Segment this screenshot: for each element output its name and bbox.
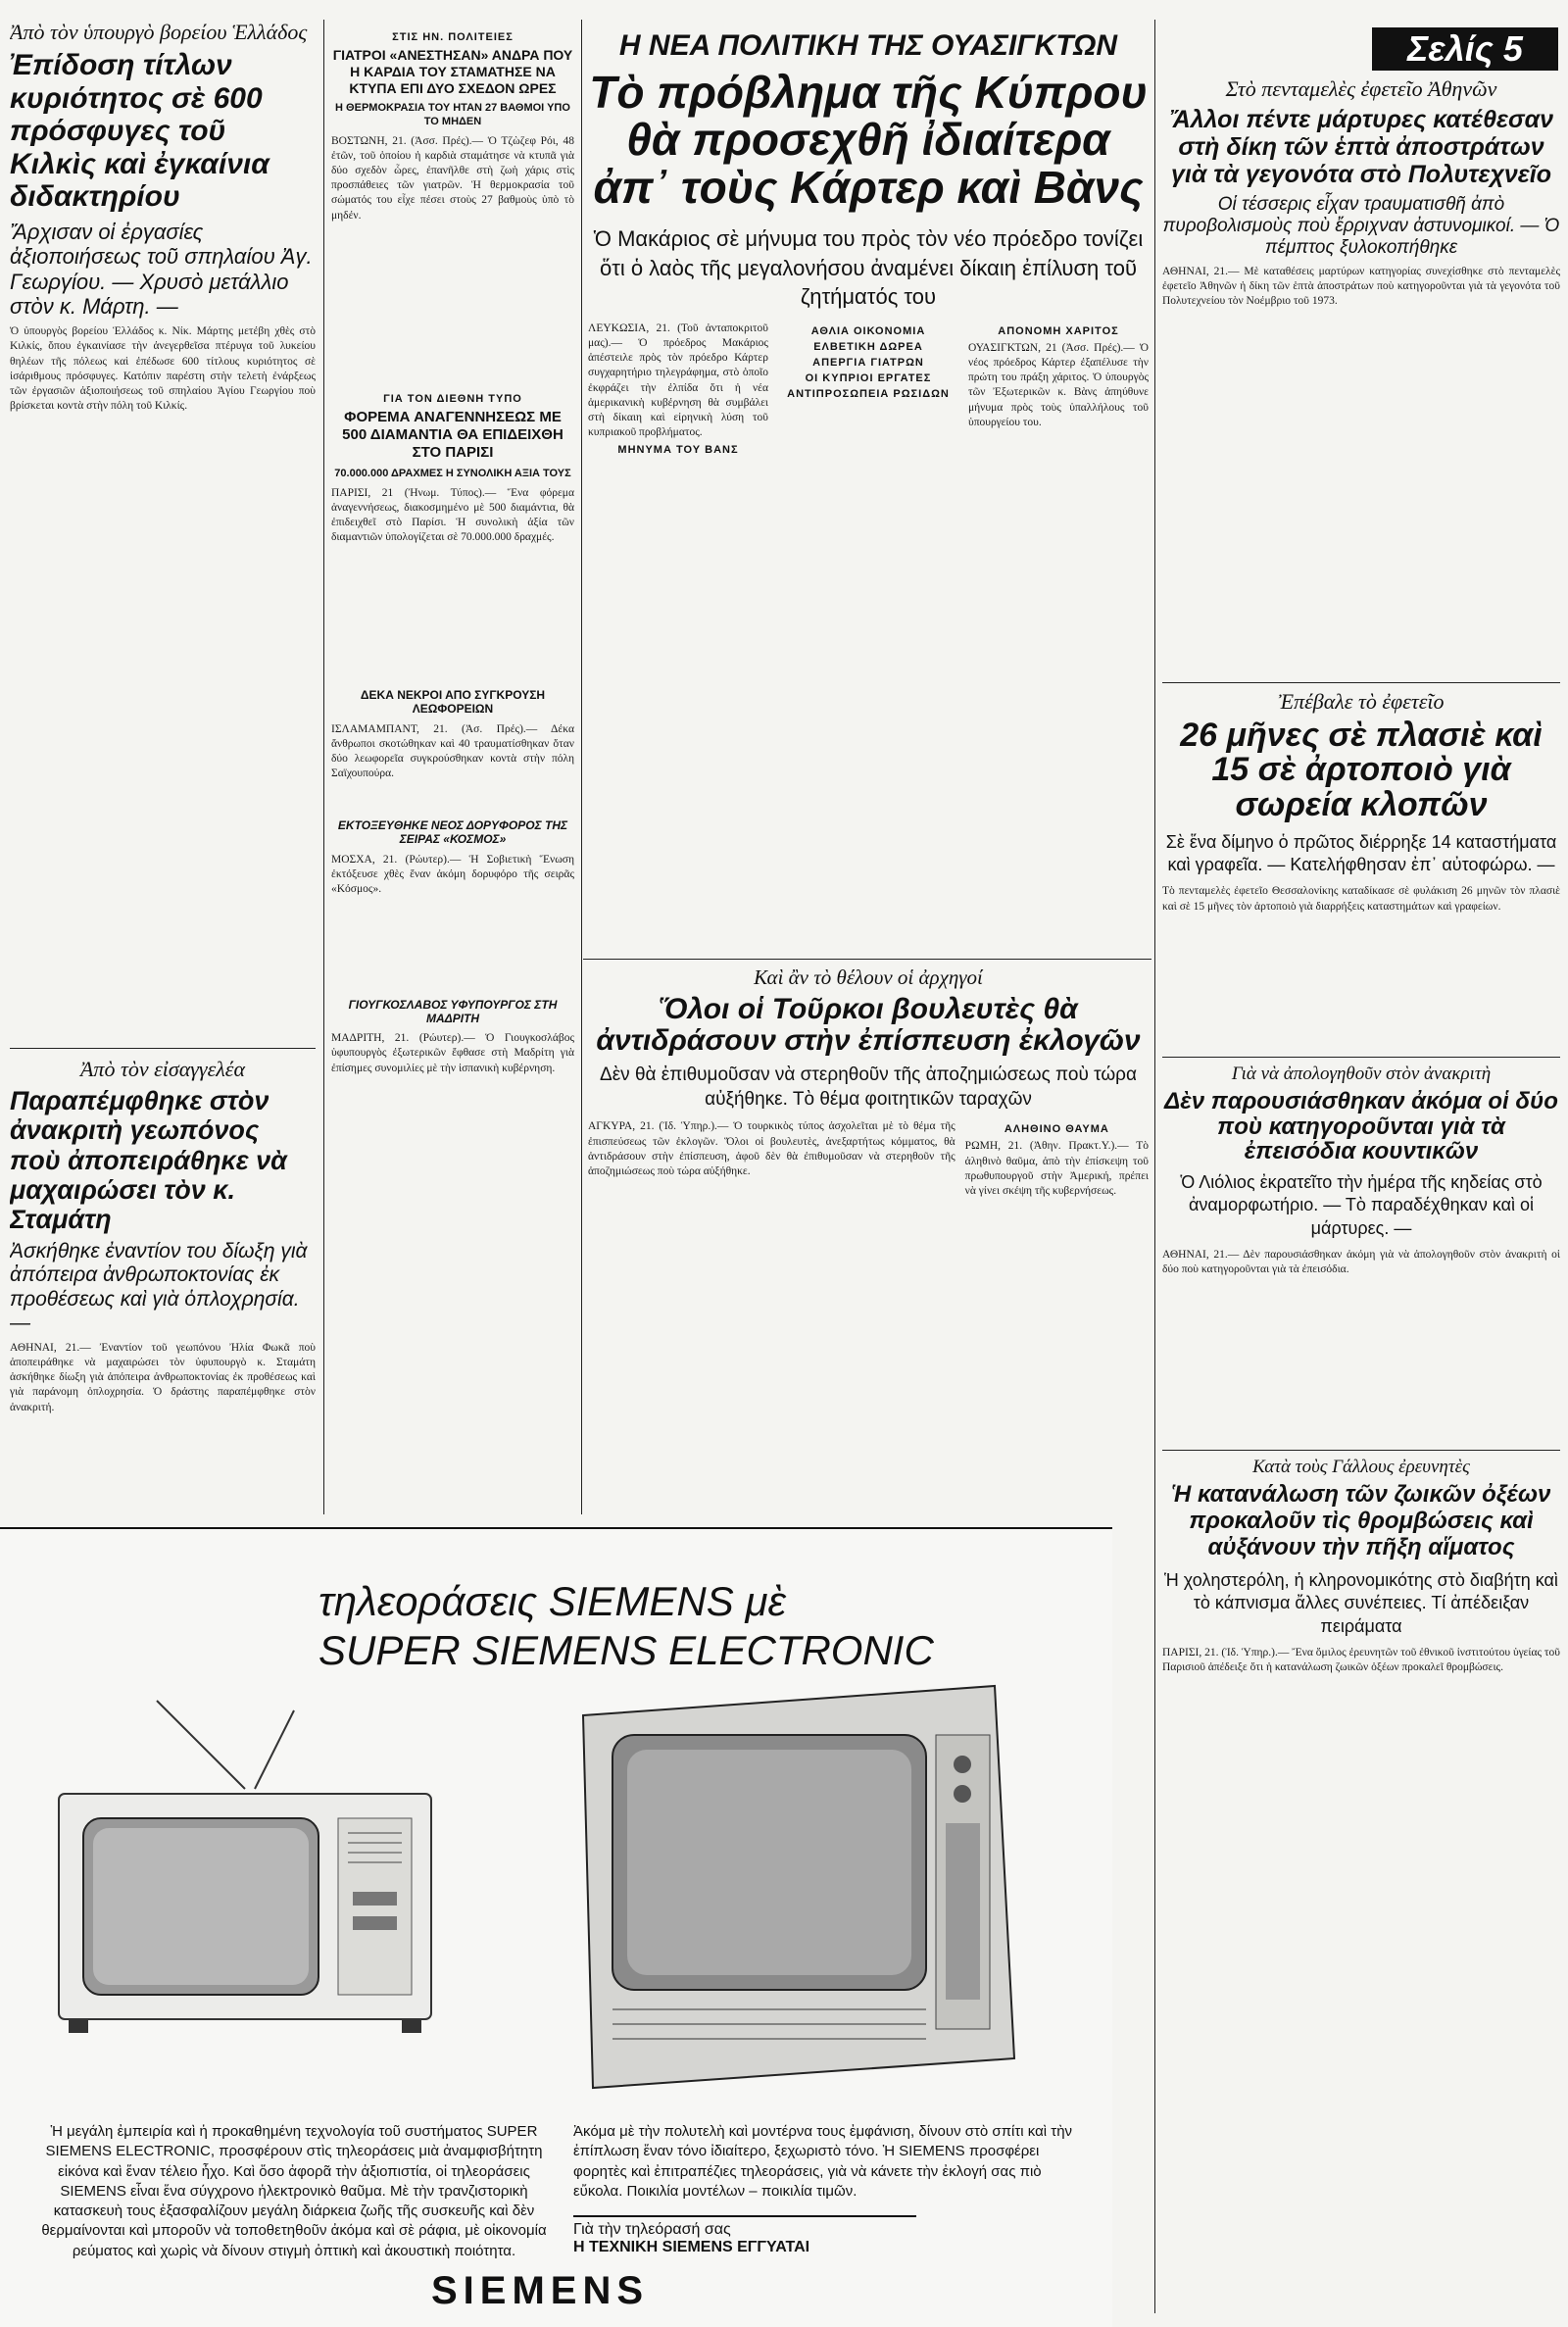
article-kicker: Ἀπὸ τὸν εἰσαγγελέα bbox=[79, 1057, 246, 1082]
article-subhead: Δὲν θὰ ἐπιθυμοῦσαν νὰ στερηθοῦν τῆς ἀποζημιώσεως ποὺ τώρα αὐξήθηκε. Τὸ θέμα φοιτητικῶν ταραχῶν bbox=[600, 1064, 1137, 1110]
article-kicker: Στὸ πενταμελὲς ἐφετεῖο Ἀθηνῶν bbox=[1225, 76, 1497, 101]
article-body: ΡΩΜΗ, 21. (Ἀθην. Πρακτ.Υ.).— Τὸ ἀληθινὸ θαῦμα, ἀπὸ τὴν ἐπίσκεψη τοῦ πρωθυπουργοῦ στὴν Ἀμερική, πρέπει νὰ γίνει σκέψη τῆς κυβερνήσεως. bbox=[964, 1140, 1149, 1197]
brief-body: ΙΣΛΑΜΑΜΠΑΝΤ, 21. (Ἀσ. Πρές).— Δέκα ἄνθρωποι σκοτώθηκαν καὶ 40 τραυματίσθηκαν ὅταν δύο λεωφορεῖα συγκρούσθηκαν κοντὰ στὴν πόλη Σαϊχουπούρα. bbox=[331, 722, 574, 780]
portable-tv-image bbox=[39, 1696, 461, 2049]
page-number-label: Σελίς 5 bbox=[1372, 27, 1558, 71]
article-body: ΑΘΗΝΑΙ, 21.— Δὲν παρουσιάσθηκαν ἀκόμη γιὰ νὰ ἀπολογηθοῦν στὸν ἀνακριτὴ οἱ δύο ποὺ κατηγοροῦνται γιὰ τὰ ἐπεισόδια. bbox=[1162, 1249, 1560, 1276]
section-label: ΕΛΒΕΤΙΚΗ ΔΩΡΕΑ bbox=[813, 340, 923, 353]
section-label: ΟΙ ΚΥΠΡΙΟΙ ΕΡΓΑΤΕΣ bbox=[805, 371, 932, 384]
article-body: ΠΑΡΙΣΙ, 21. (Ἰδ. Ὑπηρ.).— Ἔνα ὅμιλος ἐρευνητῶν τοῦ ἐθνικοῦ ἰνστιτούτου ὑγείας τοῦ Παρισιοῦ ἀπέδειξε ὅτι ἡ κατανάλωση ζωικῶν ὀξέων προκαλεῖ θρομβώσεις. bbox=[1162, 1646, 1560, 1674]
article-headline: Δὲν παρουσιάσθηκαν ἀκόμα οἱ δύο ποὺ κατηγοροῦνται γιὰ τὰ ἐπεισόδια κουντικῶν bbox=[1164, 1088, 1558, 1164]
lead-body: ΛΕΥΚΩΣΙΑ, 21. (Τοῦ ἀνταποκριτοῦ μας).— Ὁ πρόεδρος Μακάριος ἀπέστειλε πρὸς τὸν πρόεδρο Κάρτερ συγχαρητήριο τηλεγράφημα, στὸ ὁποῖο ἐκφράζει τὴν ἐλπίδα ὅτι ἡ νέα ἀμερικανικὴ κυβέρνηση θὰ συμβάλει στὴ δίκαιη καὶ εἰρηνικὴ λύση τοῦ κυπριακοῦ προβλήματος. bbox=[588, 322, 768, 439]
brief-headline: ΔΕΚΑ ΝΕΚΡΟΙ ΑΠΟ ΣΥΓΚΡΟΥΣΗ ΛΕΩΦΟΡΕΙΩΝ bbox=[360, 687, 546, 717]
ad-service-box bbox=[573, 2215, 916, 2256]
brief-body: ΜΟΣΧΑ, 21. (Ρώυτερ).— Ἡ Σοβιετικὴ Ἕνωση ἐκτόξευσε χθὲς ἕναν ἀκόμη δορυφόρο τῆς σειρᾶς «Κόσμος». bbox=[331, 853, 574, 895]
lead-body-col bbox=[588, 322, 768, 460]
article-body: Τὸ πενταμελὲς ἐφετεῖο Θεσσαλονίκης καταδίκασε σὲ φυλάκιση 26 μηνῶν τὸν πλασιὲ καὶ σὲ 15 μῆνες τὸν ἀρτοποιὸ γιὰ διαρρήξεις καταστημάτων καὶ γραφείων. bbox=[1162, 885, 1560, 913]
ad-service-line2: Η ΤΕΧΝΙΚΗ SIEMENS ΕΓΓΥΑΤΑΙ bbox=[573, 2239, 810, 2255]
article-body: ΑΓΚΥΡΑ, 21. (Ἰδ. Ὑπηρ.).— Ὁ τουρκικὸς τύπος ἀσχολεῖται μὲ τὸ θέμα τῆς ἐπισπεύσεως τῶν ἐκλογῶν. Ὅλοι οἱ βουλευτὲς, ἀνεξαρτήτως κόμματος, θὰ ἀντιδράσουν στὴν ἐπίσπευση, ἀφοῦ δὲν θὰ ἐπιθυμοῦσαν νὰ στερηθοῦν τῆς ἀποζημιώσεως ποὺ τώρα αὐξήθηκε. bbox=[588, 1120, 956, 1177]
article-headline: Παραπέμφθηκε στὸν ἀνακριτὴ γεωπόνος ποὺ ἀποπειράθηκε νὰ μαχαιρώσει τὸν κ. Σταμάτη bbox=[10, 1086, 287, 1235]
section-label: ΑΘΛΙΑ ΟΙΚΟΝΟΜΙΑ bbox=[810, 324, 926, 337]
section-rule bbox=[1162, 1450, 1560, 1451]
siemens-logo: SIEMENS bbox=[431, 2269, 650, 2312]
article-subhead: Ἄρχισαν οἱ ἐργασίες ἀξιοποιήσεως τοῦ σπηλαίου Ἀγ. Γεωργίου. — Χρυσὸ μετάλλιο στὸν κ. Μάρτη. — bbox=[10, 219, 313, 319]
lead-body: ΟΥΑΣΙΓΚΤΩΝ, 21 (Ἀσσ. Πρές).— Ὁ νέος πρόεδρος Κάρτερ ἐξαπέλυσε τὴν πρώτη του πράξη χάριτος. Ὁ ὑπουργὸς τῶν Ἐξωτερικῶν κ. Βὰνς ἀπηύθυνε μήνυμα πρὸς τοὺς ὑπαλλήλους τοῦ ὑπουργείου του. bbox=[968, 341, 1149, 428]
article-body-col bbox=[965, 1119, 1149, 1199]
article-kicker: Γιὰ νὰ ἀπολογηθοῦν στὸν ἀνακριτὴ bbox=[1231, 1064, 1492, 1085]
article-kicker: Ἐπέβαλε τὸ ἐφετεῖο bbox=[1278, 688, 1445, 714]
column-rule bbox=[323, 20, 324, 1514]
article-kicker: Κατὰ τοὺς Γάλλους ἐρευνητὲς bbox=[1252, 1457, 1470, 1478]
lead-body-col bbox=[968, 322, 1149, 460]
section-label: ΣΤΙΣ ΗΝ. ΠΟΛΙΤΕΙΕΣ bbox=[392, 31, 514, 43]
article-subhead: Οἱ τέσσερις εἶχαν τραυματισθῆ ἀπὸ πυροβολισμοὺς ποὺ ἔρριχναν ἀστυνομικοί. — Ὁ πέμπτος ξυλοκοπήθηκε bbox=[1162, 194, 1560, 258]
siemens-advertisement bbox=[0, 1527, 1112, 2327]
article-body: ΑΘΗΝΑΙ, 21.— Μὲ καταθέσεις μαρτύρων κατηγορίας συνεχίσθηκε στὸ πενταμελὲς ἐφετεῖο Ἀθηνῶν ἡ δίκη τῶν ἑπτὰ ἀποστράτων ποὺ κατηγοροῦνται γιὰ τὰ γεγονότα τοῦ Πολυτεχνείου τὸν Νοέμβριο τοῦ 1973. bbox=[1162, 265, 1560, 307]
section-label: ΜΗΝΥΜΑ ΤΟΥ ΒΑΝΣ bbox=[617, 444, 739, 457]
section-rule bbox=[583, 959, 1152, 960]
right-column bbox=[1162, 76, 1560, 2321]
article-subhead: Ἡ χοληστερόλη, ἡ κληρονομικότης στὸ διαβήτη καὶ τὸ κάπνισμα ἄλλες συνέπειες. Τί ἀπέδειξαν πειράματα bbox=[1164, 1569, 1558, 1636]
article-kicker: Καὶ ἂν τὸ θέλουν οἱ ἀρχηγοί bbox=[754, 965, 983, 989]
article-body-col bbox=[588, 1119, 956, 1199]
section-label: ΑΠΟΝΟΜΗ ΧΑΡΙΤΟΣ bbox=[998, 324, 1119, 337]
section-rule bbox=[1162, 682, 1560, 683]
section-label: ΑΠΕΡΓΙΑ ΓΙΑΤΡΩΝ bbox=[812, 356, 924, 369]
article-headline: Ἄλλοι πέντε μάρτυρες κατέθεσαν στὴ δίκη τῶν ἑπτὰ ἀποστράτων γιὰ τὰ γεγονότα στὸ Πολυτεχνεῖο bbox=[1169, 106, 1553, 188]
section-rule bbox=[1162, 1057, 1560, 1058]
lead-body-columns bbox=[588, 322, 1149, 460]
section-label: ΑΝΤΙΠΡΟΣΩΠΕΙΑ ΡΩΣΙΔΩΝ bbox=[787, 387, 950, 400]
article-kilkis bbox=[10, 20, 316, 1519]
article-body: ΑΘΗΝΑΙ, 21.— Ἐναντίον τοῦ γεωπόνου Ἠλία Φωκᾶ ποὺ ἀποπειράθηκε νὰ μαχαιρώσει τὸν ὑφυπουργὸ κ. Σταμάτη ἀσκήθηκε δίωξη γιὰ ἀπόπειρα ἀνθρωποκτονίας ἐκ προθέσεως καὶ γιὰ παράνομη ὁπλοχρησία. Ὁ δράστης παραπέμφθηκε στὸν ἀνακριτή. bbox=[10, 1341, 316, 1413]
ad-headline-line1: τηλεοράσεις SIEMENS μὲ bbox=[318, 1578, 786, 1624]
article-headline: Ἡ κατανάλωση τῶν ζωικῶν ὀξέων προκαλοῦν τὶς θρομβώσεις καὶ αὐξάνουν τὴν πῆξη αἵματος bbox=[1171, 1481, 1551, 1560]
ad-headline-line2: SUPER SIEMENS ELECTRONIC bbox=[318, 1627, 934, 1673]
brief-subhead: Η ΘΕΡΜΟΚΡΑΣΙΑ ΤΟΥ ΗΤΑΝ 27 ΒΑΘΜΟΙ ΥΠΟ ΤΟ ΜΗΔΕΝ bbox=[335, 102, 570, 127]
lead-article-cyprus bbox=[588, 29, 1149, 956]
section-label: ΓΙΑ ΤΟΝ ΔΙΕΘΝΗ ΤΥΠΟ bbox=[383, 392, 522, 405]
brief-headline: ΓΙΟΥΓΚΟΣΛΑΒΟΣ ΥΦΥΠΟΥΡΓΟΣ ΣΤΗ ΜΑΔΡΙΤΗ bbox=[348, 997, 558, 1025]
column-rule bbox=[1154, 20, 1155, 2313]
column-rule bbox=[581, 20, 582, 1514]
column-news-briefs bbox=[331, 27, 574, 1517]
article-headline: 26 μῆνες σὲ πλασιὲ καὶ 15 σὲ ἀρτοποιὸ γιὰ σωρεία κλοπῶν bbox=[1180, 716, 1543, 823]
lead-subhead: Ὁ Μακάριος σὲ μήνυμα του πρὸς τὸν νέο πρόεδρο τονίζει ὅτι ὁ λαὸς τῆς μεγαλονήσου ἀναμένει δίκαιη ἐπίλυση τοῦ ζητήματός του bbox=[593, 225, 1144, 310]
lead-body-col bbox=[778, 322, 958, 460]
article-subhead: Σὲ ἕνα δίμηνο ὁ πρῶτος διέρρηξε 14 καταστήματα καὶ γραφεῖα. — Κατελήφθησαν ἐπ᾿ αὐτοφώρω. — bbox=[1165, 831, 1557, 874]
brief-body: ΒΟΣΤΩΝΗ, 21. (Ἀσσ. Πρές).— Ὁ Τζὼζεφ Ρόι, 48 ἐτῶν, τοῦ ὁποίου ἡ καρδιὰ σταμάτησε νὰ κτυπᾶ γιὰ δύο σχεδὸν ὧρες, ἐπανῆλθε στὴ ζωὴ χάρις στὶς προσπάθειες τῶν γιατρῶν. Ἡ θερμοκρασία τοῦ σώματός του εἶχε πέσει στοὺς 27 βαθμοὺς ὑπὸ τὸ μηδέν. bbox=[331, 134, 574, 222]
section-label: ΑΛΗΘΙΝΟ ΘΑΥΜΑ bbox=[1004, 1123, 1109, 1136]
brief-headline: ΓΙΑΤΡΟΙ «ΑΝΕΣΤΗΣΑΝ» ΑΝΔΡΑ ΠΟΥ Η ΚΑΡΔΙΑ ΤΟΥ ΣΤΑΜΑΤΗΣΕ ΝΑ ΚΤΥΠΑ ΕΠΙ ΔΥΟ ΣΧΕΔΟΝ ΩΡΕΣ bbox=[332, 47, 573, 96]
article-body-columns bbox=[588, 1119, 1149, 1199]
console-tv-image bbox=[573, 1676, 1024, 2098]
ad-body-right: Ἀκόμα μὲ τὴν πολυτελὴ καὶ μοντέρνα τους ἐμφάνιση, δίνουν στὸ σπίτι καὶ τὴν ἐπίπλωση ἕναν τόνο ἰδιαίτερο, ξεχωριστὸ τόνο. Ἡ SIEMENS προσφέρει φορητὲς καὶ ἐπιτραπέζιες τηλεοράσεις, γιὰ νὰ κάνετε τὴν ἐκλογή σας πιὸ εὔκολα. Ποικιλία μοντέλων – ποικιλία τιμῶν. bbox=[573, 2123, 1073, 2200]
article-turkish-mps bbox=[588, 965, 1149, 1519]
article-subhead: Ἀσκήθηκε ἐναντίον του δίωξη γιὰ ἀπόπειρα ἀνθρωποκτονίας ἐκ προθέσεως καὶ γιὰ ὁπλοχρησία. — bbox=[10, 1240, 308, 1334]
article-subhead: Ὁ Λιόλιος ἐκρατεῖτο τὴν ἡμέρα τῆς κηδείας στὸ ἀναμορφωτήριο. — Τὸ παραδέχθηκαν καὶ οἱ μάρτυρες. — bbox=[1180, 1171, 1543, 1238]
brief-subhead: 70.000.000 ΔΡΑΧΜΕΣ Η ΣΥΝΟΛΙΚΗ ΑΞΙΑ ΤΟΥΣ bbox=[334, 467, 571, 479]
ad-body-left: Ἡ μεγάλη ἐμπειρία καὶ ἡ προκαθημένη τεχνολογία τοῦ συστήματος SUPER SIEMENS ELECTRONIC, προσφέρουν στὶς τηλεοράσεις μιὰ ἀναμφισβήτητη εἰκόνα καὶ ἕναν τέλειο ἦχο. Καὶ ὅσο ἀφορᾶ τὴν ἀξιοπιστία, οἱ τηλεοράσεις SIEMENS εἶναι ἕνα σύγχρονο ἠλεκτρονικὸ θαῦμα. Μὲ τὴν τρανζιστορικὴ κατασκευὴ τους ἐξασφαλίζουν μεγάλη διάρκεια ζωῆς τῆς συσκευῆς καὶ δὲν θερμαίνονται καὶ μποροῦν νὰ τοποθετηθοῦν ἀκόμα καὶ σὲ ράφια, μὲ οἰκονομία ρεύματος καὶ χωρὶς νὰ δίνουν στιγμὴ ὀπτικὴ καὶ ἀκουστικὴ ποιότητα. bbox=[41, 2123, 547, 2259]
article-headline: Ὅλοι οἱ Τοῦρκοι βουλευτὲς θὰ ἀντιδράσουν στὴν ἐπίσπευση ἐκλογῶν bbox=[596, 993, 1141, 1057]
brief-headline: ΦΟΡΕΜΑ ΑΝΑΓΕΝΝΗΣΕΩΣ ΜΕ 500 ΔΙΑΜΑΝΤΙΑ ΘΑ ΕΠΙΔΕΙΧΘΗ ΣΤΟ ΠΑΡΙΣΙ bbox=[342, 408, 564, 461]
section-rule bbox=[10, 1048, 316, 1049]
ad-service-line1: Γιὰ τὴν τηλεόρασή σας bbox=[573, 2221, 731, 2238]
lead-kicker: Η ΝΕΑ ΠΟΛΙΤΙΚΗ ΤΗΣ ΟΥΑΣΙΓΚΤΩΝ bbox=[618, 29, 1118, 62]
article-headline: Ἐπίδοση τίτλων κυριότητος σὲ 600 πρόσφυγες τοῦ Κιλκὶς καὶ ἐγκαίνια διδακτηρίου bbox=[10, 49, 270, 214]
brief-headline: ΕΚΤΟΞΕΥΘΗΚΕ ΝΕΟΣ ΔΟΡΥΦΟΡΟΣ ΤΗΣ ΣΕΙΡΑΣ «ΚΟΣΜΟΣ» bbox=[337, 817, 568, 847]
article-body: Ὁ ὑπουργὸς βορείου Ἑλλάδος κ. Νίκ. Μάρτης μετέβη χθὲς στὸ Κιλκίς, ὅπου ἐγκαινίασε τὴν ἀνεγερθεῖσα πτέρυγα τοῦ λυκείου θηλέων τῆς πόλεως καὶ ἐπέδωσε 600 τίτλους κυριότητος σὲ ἰσάριθμους πρόσφυγες. Κατόπιν παρέστη στὴν τελετὴ ἐνάρξεως τῶν ἐργασιῶν ἀξιοποιήσεως τοῦ σπηλαίου Ἁγίου Γεωργίου ποὺ βρίσκεται κοντὰ στὴν πόλη τοῦ Κιλκίς. bbox=[10, 325, 316, 413]
brief-body: ΜΑΔΡΙΤΗ, 21. (Ρώυτερ).— Ὁ Γιουγκοσλάβος ὑφυπουργὸς ἐξωτερικῶν ἔφθασε στὴ Μαδρίτη γιὰ ἐπίσημες συνομιλίες μὲ τὴν ἱσπανικὴ κυβέρνηση. bbox=[331, 1032, 574, 1074]
lead-headline: Τὸ πρόβλημα τῆς Κύπρου θὰ προσεχθῆ ἰδιαίτερα ἀπ᾿ τοὺς Κάρτερ καὶ Βὰνς bbox=[589, 67, 1148, 213]
brief-body: ΠΑΡΙΣΙ, 21 (Ἠνωμ. Τύπος).— Ἕνα φόρεμα ἀναγεννήσεως, διακοσμημένο μὲ 500 διαμάντια, θὰ ἐπιδειχθεῖ στὸ Παρίσι. Ἡ συνολικὴ ἀξία τῶν διαμαντιῶν ὑπολογίζεται σὲ 70.000.000 δραχμές. bbox=[331, 486, 574, 544]
article-kicker: Ἀπὸ τὸν ὑπουργὸ βορείου Ἑλλάδος bbox=[10, 20, 308, 44]
